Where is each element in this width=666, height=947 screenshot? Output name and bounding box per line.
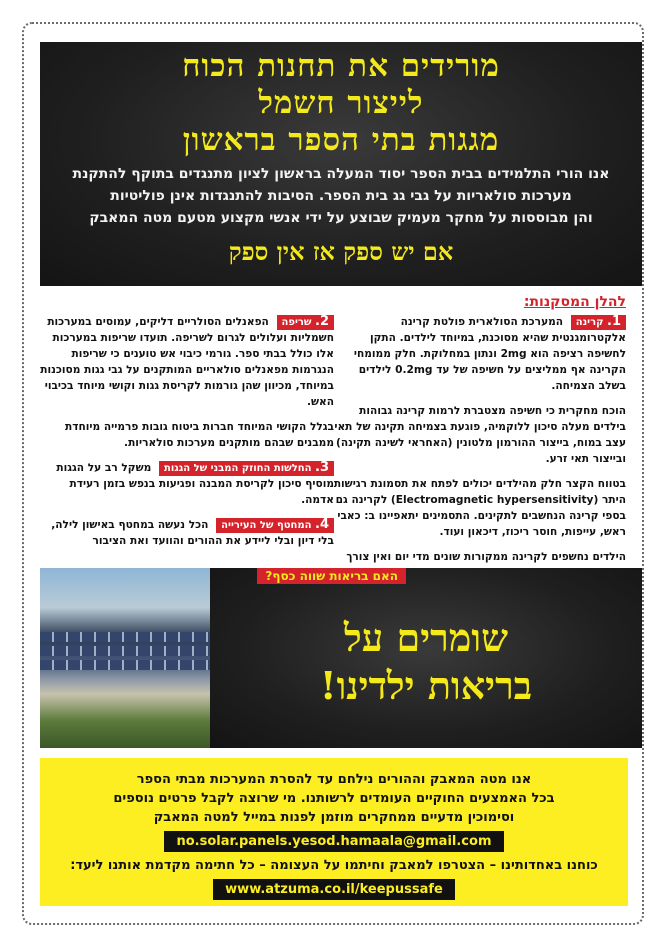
intro-line: אנו הורי התלמידים בבית הספר יסוד המעלה בראשון לציון מתנגדים בתוקף להתקנת <box>72 166 610 182</box>
headline-line: לייצור חשמל <box>258 85 424 121</box>
contact-line: וסימוכין מדעיים ממחקרים מוזמן לפנות במייל למטה המאבק <box>153 810 515 825</box>
health-question-tag: האם בריאות שווה כסף? <box>257 568 406 584</box>
conclusion-paragraph <box>332 314 626 394</box>
contact-line: בכל האמצעים החוקיים העומדים לרשותנו. מי שרוצה לקבל פרטים נוספים <box>113 791 555 806</box>
conclusions-title: להלן המסקנות: <box>523 294 626 310</box>
headline-line: מורידים את תחנות הכוח <box>182 48 500 84</box>
intro-line: והן מבוססות על מחקר מעמיק שבוצע על ידי אנשי מקצוע מטעם מטה המאבק <box>89 210 593 226</box>
solar-panel-row <box>40 660 210 670</box>
topic-tag: 4. המחטף של העירייה <box>216 518 334 533</box>
email-link[interactable]: no.solar.panels.yesod.hamaala@gmail.com <box>164 831 503 852</box>
topic-tag: 1. קרינה <box>571 315 626 330</box>
health-headline-line: שומרים על <box>343 615 508 660</box>
conclusion-paragraph <box>40 460 334 508</box>
slogan: אם יש ספק אז אין ספק <box>228 237 454 266</box>
solar-panel-row <box>40 632 210 642</box>
conclusion-paragraph <box>40 314 334 410</box>
health-headline-line: בריאות ילדינו! <box>319 663 533 708</box>
solar-roof-photo <box>40 568 210 748</box>
conclusions-right-column <box>332 314 626 590</box>
health-banner <box>210 568 642 748</box>
topic-tag: 3. החלשות החוזק המבני של הגגות <box>159 461 334 476</box>
main-headline <box>40 48 642 159</box>
conclusions-left-column <box>40 314 334 558</box>
join-line: כוחנו באחדותינו – הצטרפו למאבק וחיתמו על העצומה – כל חתימה מקדמת אותנו ליעד: <box>70 858 598 873</box>
headline-line: מגגות בתי הספר בראשון <box>182 122 500 158</box>
intro-line: מערכות סולאריות על גבי גג בית הספר. הסיבות להתנגדות אינן פוליטיות <box>110 188 572 204</box>
paragraph-text: הפאנלים הסולריים דליקים, עמוסים במערכות חשמליות ועלולים לגרום לשריפה. תועדו שריפות במערכות אלו כולל בבתי ספר. גורמי כיבוי אש טוענים כי שריפות הנגרמות מפאנלים סולאריים המותקנים על גבי גגות מסוכנות במיוחד, מכיוון שהן גורמות לקריסת גגות וקושי מיוחד בכיבוי האש. <box>40 316 334 408</box>
solar-panel-row <box>40 646 210 656</box>
intro-text <box>40 163 642 229</box>
petition-link[interactable]: www.atzuma.co.il/keepussafe <box>213 879 455 900</box>
paragraph-text: הכל נעשה במחטף באישון לילה, בלי דיון ובלי ליידע את ההורים והוועד ואת הציבור <box>51 519 334 547</box>
conclusion-paragraph: בטווח הקצר חלק מהילדים יכולים לפתח את תסמונת רגישות היתר (Electromagnetic hypersensitivity) לקרינה גם בספי קרינה הנחשבים לתקינים. התסמינים יתאפיינו ב: כאבי ראש, עייפות, חוסר ריכוז, דיכאון ועוד. <box>333 478 626 538</box>
topic-tag: 2. שריפה <box>277 315 334 330</box>
conclusion-paragraph <box>40 517 334 549</box>
conclusion-paragraph: הילדים נחשפים לקרינה ממקורות שונים מדי יום ואין צורך <box>346 551 626 563</box>
paragraph-text: משקל רב על הגגות מוסיף סיכון לקריסת המבנה ופגיעות בנפש בזמן רעידת אדמה. <box>56 462 334 506</box>
conclusion-paragraph: בגלל הקושי המיוחד חברות ביטוח גובות פרמייה מיוחדת ממבנים שבהם מותקנים מערכות סולאריות. <box>65 421 334 449</box>
health-headline <box>210 614 642 710</box>
top-banner <box>40 42 642 286</box>
contact-box <box>40 758 628 906</box>
health-section <box>40 568 642 748</box>
paragraph-text: המערכת הסולארית פולטת קרינה אלקטרומגנטית שהיא מסוכנת, במיוחד לילדים. התקן לחשיפה רציפה הוא 2mg ונתון במחלוקת. חלק ממומחי הקרינה אף ממליצים על חשיפה של עד 0.2mg לילדים בשלב הצמיחה. <box>353 316 626 392</box>
conclusion-paragraph: הוכח מחקרית כי חשיפה מצטברת לרמות קרינה גבוהות בילדים מעלה סיכון ללוקמיה, פוגעת בצמיחה תקינה של תאי עצב במוח, בייצור ההורמון מלטונין (האחראי לשינה תקינה) ובייצור תאי זרע. <box>334 405 626 465</box>
contact-line: אנו מטה המאבק וההורים נילחם עד להסרת המערכות מבתי הספר <box>136 772 532 787</box>
